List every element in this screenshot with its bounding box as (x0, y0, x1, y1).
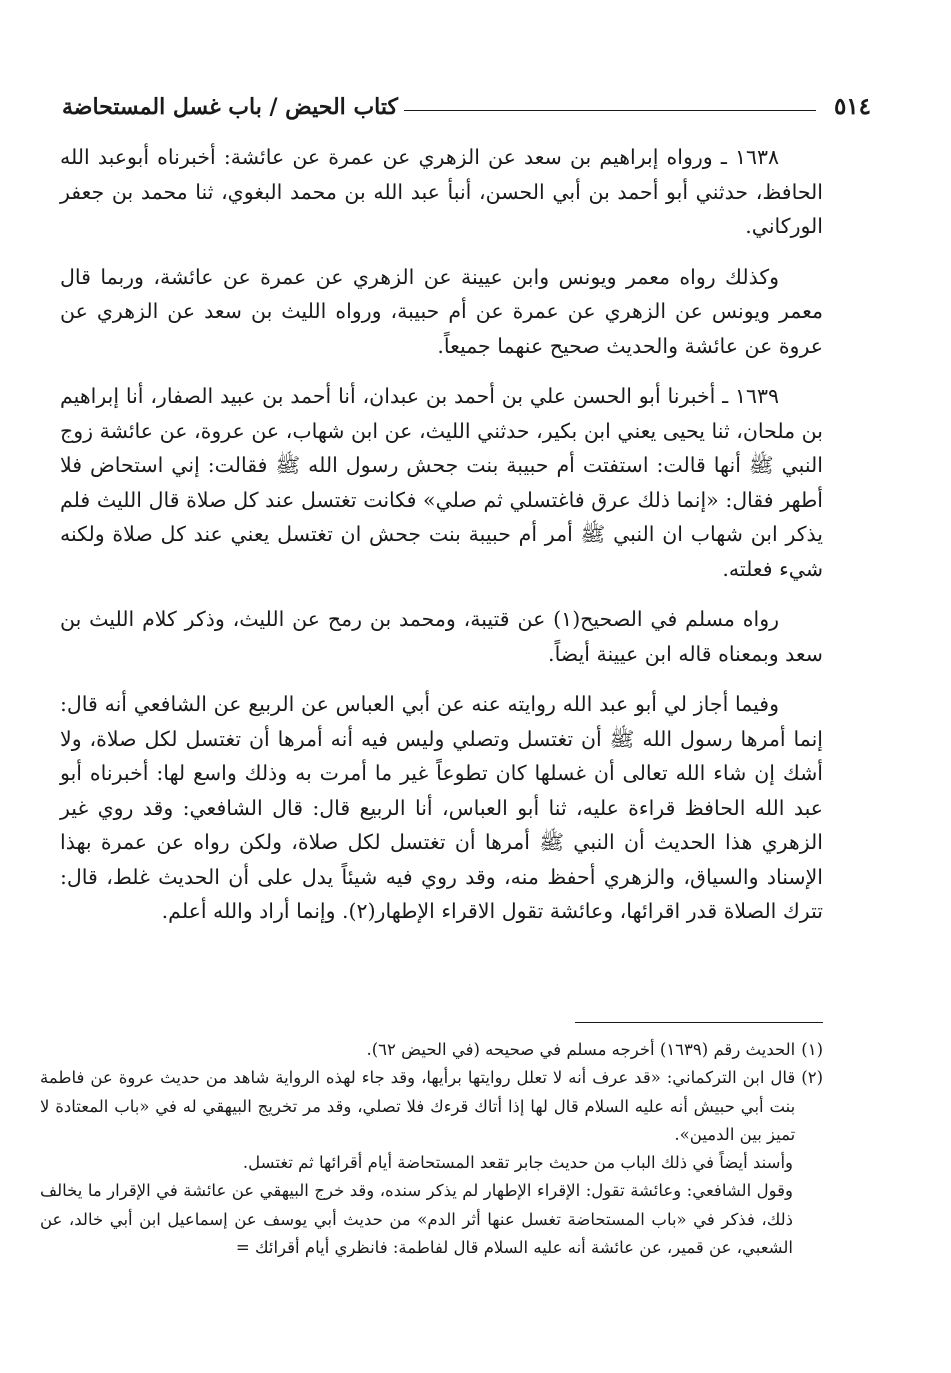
paragraph-1638: ١٦٣٨ ـ ورواه إبراهيم بن سعد عن الزهري عن عمرة عن عائشة: أخبرناه أبوعبد الله الحافظ، حدثني أبو أحمد بن أبي الحسن، أنبأ عبد الله بن محمد البغوي، ثنا محمد بن جعفر الوركاني. (60, 145, 823, 238)
footnote-1 (40, 1036, 823, 1064)
paragraph-shafii: وفيما أجاز لي أبو عبد الله روايته عنه عن أبي العباس عن الربيع عن الشافعي أنه قال: إنما أمرها رسول الله ﷺ أن تغتسل وتصلي وليس فيه أنه أمرها أن تغتسل لكل صلاة، ولا أشك إن شاء الله تعالى أن غسلها كان تطوعاً غير ما أمرت به وذلك واسع لها: أخبرناه أبو عبد الله الحافظ قراءة عليه، ثنا أبو العباس، أنا الربيع قال: قال الشافعي: وقد روي غير الزهري هذا الحديث أن النبي ﷺ أمرها أن تغتسل لكل صلاة، ولكن رواه عن عمرة بهذا الإسناد والسياق، والزهري أحفظ منه، وقد روي فيه شيئاً يدل على أن الحديث غلط، قال: تترك الصلاة قدر اقرائها، وعائشة تقول الاقراء الإطهار(٢). وإنما أراد والله أعلم. (60, 692, 823, 923)
footnote-2-continuation-1: وأسند أيضاً في ذلك الباب من حديث جابر تقعد المستحاضة أيام أقرائها ثم تغتسل. (242, 1153, 793, 1173)
footnote-text: الحديث رقم (١٦٣٩) أخرجه مسلم في صحيحه (في الحيض ٦٢). (366, 1040, 796, 1059)
footnote-number: (٢) (801, 1068, 823, 1088)
paragraph-1639: ١٦٣٩ ـ أخبرنا أبو الحسن علي بن أحمد بن عبدان، أنا أحمد بن عبيد الصفار، أنا إبراهيم بن ملحان، ثنا يحيى يعني ابن بكير، حدثني الليث، عن ابن شهاب، عن عروة، عن عائشة زوج النبي ﷺ أنها قالت: استفتت أم حبيبة بنت جحش رسول الله ﷺ فقالت: إني استحاض فلا أطهر فقال: «إنما ذلك عرق فاغتسلي ثم صلي» فكانت تغتسل عند كل صلاة قال الليث فلم يذكر ابن شهاب ان النبي ﷺ أمر أم حبيبة بنت جحش ان تغتسل يعني عند كل صلاة ولكنه شيء فعلته. (60, 384, 823, 581)
running-header (62, 84, 871, 120)
footnote-text: قال ابن التركماني: «قد عرف أنه لا تعلل روايتها برأيها، وقد جاء لهذه الرواية شاهد من حديث عروة عن فاطمة بنت أبي حبيش أنه عليه السلام قال لها إذا أتاك قرءك فلا تصلي، وقد مر تخريج البيهقي له في «باب المعتادة لا تميز بين الدمين». (40, 1068, 796, 1144)
footnote-number: (١) (801, 1040, 823, 1059)
footnote-2 (40, 1064, 823, 1149)
page-number: ٥١٤ (833, 93, 871, 120)
footnote-separator (575, 1022, 823, 1023)
chapter-title: كتاب الحيض / باب غسل المستحاضة (62, 94, 398, 120)
paragraph-narrators: وكذلك رواه معمر ويونس وابن عيينة عن الزهري عن عمرة عن عائشة، وربما قال معمر ويونس عن الزهري عن عمرة عن أم حبيبة، ورواه الليث بن سعد عن الزهري عن عروة عن عائشة والحديث صحيح عنهما جميعاً. (60, 264, 823, 358)
header-rule (404, 110, 816, 111)
footnotes (40, 1036, 823, 1262)
paragraph-muslim: رواه مسلم في الصحيح(١) عن قتيبة، ومحمد بن رمح عن الليث، وذكر كلام الليث بن سعد وبمعناه قاله ابن عيينة أيضاً. (60, 607, 823, 666)
footnote-2-continuation-2: وقول الشافعي: وعائشة تقول: الإقراء الإطهار لم يذكر سنده، وقد خرج البيهقي عن عائشة في الإقرار ما يخالف ذلك، فذكر في «باب المستحاضة تغسل عنها أثر الدم» من حديث أبي يوسف عن إسماعيل ابن أبي خالد، عن الشعبي، عن قمير، عن عائشة أنه عليه السلام قال لفاطمة: فانظري أيام أقرائك = (40, 1181, 793, 1258)
main-text (60, 140, 823, 945)
